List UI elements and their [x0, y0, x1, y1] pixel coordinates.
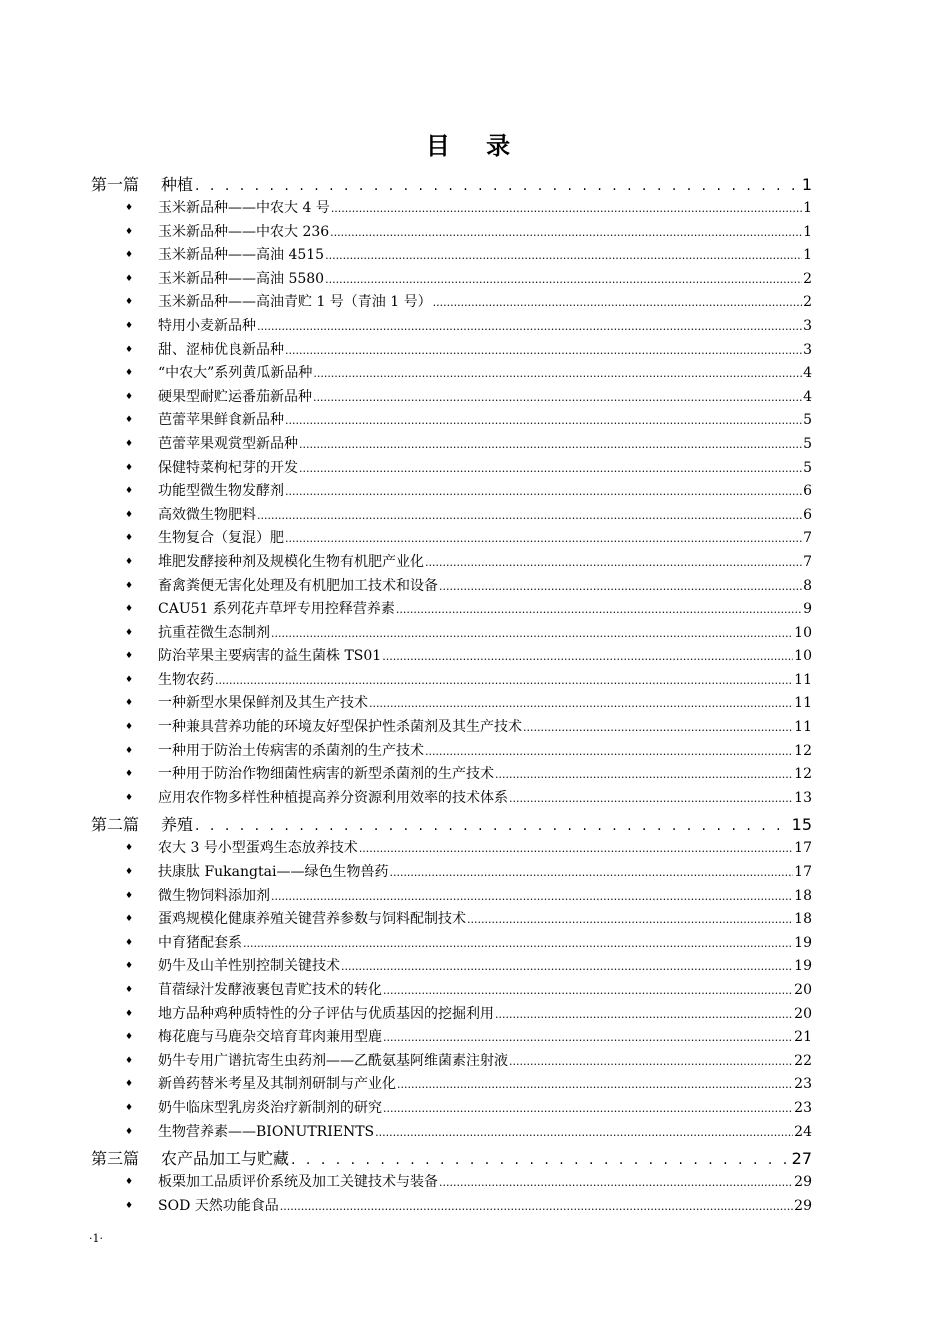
- diamond-bullet-icon: ♦: [125, 509, 134, 520]
- section-page-number: 1: [801, 175, 812, 194]
- toc-entry[interactable]: [91, 221, 812, 245]
- toc-entry[interactable]: [91, 740, 812, 764]
- entry-page-number: 10: [794, 624, 812, 641]
- dot-leader: [285, 485, 802, 498]
- entry-page-number: 17: [794, 864, 812, 881]
- entry-page-number: 6: [803, 483, 812, 500]
- entry-title: 硬果型耐贮运番茄新品种: [158, 388, 312, 405]
- dot-leader: [195, 178, 798, 194]
- entry-title: “中农大”系列黄瓜新品种: [158, 365, 313, 382]
- dot-leader: [509, 792, 793, 805]
- dot-leader: [369, 697, 793, 710]
- entry-page-number: 20: [794, 982, 812, 998]
- entry-page-number: 3: [803, 341, 812, 358]
- diamond-bullet-icon: ♦: [125, 985, 134, 995]
- entry-title: 芭蕾苹果观赏型新品种: [158, 435, 298, 452]
- toc-entry[interactable]: [91, 622, 812, 646]
- entry-page-number: 9: [803, 601, 812, 618]
- toc-entry[interactable]: [91, 1121, 812, 1145]
- section-title: 种植: [161, 175, 194, 194]
- entry-page-number: 4: [803, 365, 812, 382]
- dot-leader: [257, 509, 802, 522]
- toc-entry[interactable]: [91, 504, 812, 528]
- entry-page-number: 11: [794, 719, 812, 736]
- dot-leader: [396, 603, 802, 616]
- toc-section-heading[interactable]: [91, 812, 812, 837]
- entry-page-number: 1: [803, 200, 812, 216]
- dot-leader: [271, 627, 793, 640]
- entry-title: 玉米新品种——高油 4515: [158, 247, 325, 264]
- diamond-bullet-icon: ♦: [125, 320, 134, 331]
- page-number-footer: ·1·: [89, 1232, 103, 1245]
- entry-title: 中育猪配套系: [158, 934, 242, 951]
- dot-leader: [523, 721, 793, 734]
- entry-title: 农大 3 号小型蛋鸡生态放养技术: [158, 840, 358, 857]
- dot-leader: [389, 866, 793, 879]
- toc-entry[interactable]: [91, 1050, 812, 1074]
- entry-title: 奶牛专用广谱抗寄生虫药剂——乙酰氨基阿维菌素注射液: [158, 1052, 508, 1069]
- dot-leader: [509, 1055, 793, 1068]
- entry-title: 保健特菜枸杞芽的开发: [158, 459, 298, 476]
- entry-page-number: 18: [794, 887, 812, 904]
- toc-section-heading[interactable]: [91, 1146, 812, 1171]
- diamond-bullet-icon: ♦: [125, 1102, 134, 1113]
- entry-title: 生物农药: [158, 671, 214, 688]
- diamond-bullet-icon: ♦: [125, 226, 134, 237]
- entry-title: 畜禽粪便无害化处理及有机肥加工技术和设备: [158, 577, 438, 594]
- toc-entry[interactable]: [91, 932, 812, 956]
- diamond-bullet-icon: ♦: [125, 937, 134, 948]
- entry-page-number: 10: [794, 648, 812, 665]
- dot-leader: [291, 1152, 788, 1168]
- toc-entry[interactable]: [91, 291, 812, 315]
- entry-title: 微生物饲料添加剂: [158, 887, 270, 904]
- diamond-bullet-icon: ♦: [125, 1008, 134, 1019]
- dot-leader: [383, 1031, 793, 1044]
- entry-page-number: 18: [794, 911, 812, 928]
- dot-leader: [285, 344, 802, 357]
- entry-page-number: 12: [794, 766, 812, 783]
- entry-title: 应用农作物多样性种植提高养分资源利用效率的技术体系: [158, 789, 508, 806]
- dot-leader: [299, 438, 802, 451]
- toc-entry[interactable]: [91, 386, 812, 410]
- entry-title: 功能型微生物发酵剂: [158, 483, 284, 500]
- diamond-bullet-icon: ♦: [125, 1032, 134, 1043]
- dot-leader: [375, 1126, 793, 1139]
- dot-leader: [439, 580, 802, 593]
- entry-title: 板栗加工品质评价系统及加工关键技术与装备: [158, 1174, 438, 1191]
- entry-title: 玉米新品种——高油 5580: [158, 270, 325, 287]
- entry-title: 一种兼具营养功能的环境友好型保护性杀菌剂及其生产技术: [158, 719, 522, 736]
- entry-page-number: 2: [803, 270, 812, 287]
- entry-title: 甜、涩柿优良新品种: [158, 341, 284, 358]
- entry-page-number: 13: [794, 789, 812, 806]
- entry-page-number: 24: [794, 1123, 812, 1140]
- diamond-bullet-icon: ♦: [125, 843, 134, 854]
- toc-entry[interactable]: [91, 716, 812, 740]
- dot-leader: [433, 296, 802, 309]
- entry-page-number: 11: [794, 695, 812, 712]
- toc-entry[interactable]: [91, 244, 812, 268]
- dot-leader: [313, 391, 802, 404]
- entry-page-number: 11: [794, 671, 812, 688]
- toc-entry[interactable]: [91, 908, 812, 932]
- diamond-bullet-icon: ♦: [125, 792, 134, 803]
- diamond-bullet-icon: ♦: [125, 674, 134, 685]
- diamond-bullet-icon: ♦: [125, 438, 134, 449]
- toc-entry[interactable]: [91, 645, 812, 669]
- toc-entry[interactable]: [91, 1171, 812, 1195]
- dot-leader: [495, 1008, 793, 1021]
- entry-title: 玉米新品种——中农大 4 号: [158, 200, 330, 216]
- entry-title: 一种用于防治土传病害的杀菌剂的生产技术: [158, 742, 424, 759]
- dot-leader: [397, 1078, 793, 1091]
- entry-title: SOD 天然功能食品: [158, 1197, 279, 1214]
- diamond-bullet-icon: ♦: [125, 344, 134, 355]
- dot-leader: [331, 202, 802, 215]
- toc-entry[interactable]: [91, 575, 812, 599]
- toc-entry[interactable]: [91, 527, 812, 551]
- diamond-bullet-icon: ♦: [125, 698, 134, 709]
- dot-leader: [285, 532, 802, 545]
- diamond-bullet-icon: ♦: [125, 604, 134, 615]
- diamond-bullet-icon: ♦: [125, 722, 134, 733]
- entry-title: CAU51 系列花卉草坪专用控释营养素: [158, 601, 395, 618]
- entry-page-number: 7: [803, 553, 812, 570]
- dot-leader: [195, 818, 788, 834]
- diamond-bullet-icon: ♦: [125, 1200, 134, 1211]
- entry-page-number: 12: [794, 742, 812, 759]
- diamond-bullet-icon: ♦: [125, 914, 134, 925]
- toc-entry[interactable]: [91, 457, 812, 481]
- toc-entry[interactable]: [91, 480, 812, 504]
- entry-title: 堆肥发酵接种剂及规模化生物有机肥产业化: [158, 553, 424, 570]
- dot-leader: [285, 414, 802, 427]
- diamond-bullet-icon: ♦: [125, 890, 134, 901]
- entry-title: 一种新型水果保鲜剂及其生产技术: [158, 695, 368, 712]
- diamond-bullet-icon: ♦: [125, 580, 134, 591]
- entry-page-number: 1: [803, 247, 812, 264]
- entry-title: 特用小麦新品种: [158, 317, 256, 334]
- toc-entry[interactable]: [91, 1195, 812, 1219]
- diamond-bullet-icon: ♦: [125, 203, 134, 213]
- entry-title: 高效微生物肥料: [158, 506, 256, 523]
- entry-page-number: 19: [794, 934, 812, 951]
- entry-page-number: 6: [803, 506, 812, 523]
- entry-page-number: 4: [803, 388, 812, 405]
- diamond-bullet-icon: ♦: [125, 1079, 134, 1090]
- entry-title: 苜蓿绿汁发酵液裹包青贮技术的转化: [158, 982, 382, 998]
- dot-leader: [313, 367, 802, 380]
- entry-page-number: 3: [803, 317, 812, 334]
- toc-entry[interactable]: [91, 787, 812, 811]
- entry-page-number: 23: [794, 1076, 812, 1093]
- diamond-bullet-icon: ♦: [125, 391, 134, 402]
- diamond-bullet-icon: ♦: [125, 1177, 134, 1188]
- toc-entry[interactable]: [91, 837, 812, 861]
- dot-leader: [299, 462, 802, 475]
- entry-title: 梅花鹿与马鹿杂交培育茸肉兼用型鹿: [158, 1029, 382, 1046]
- entry-title: 新兽药替米考星及其制剂研制与产业化: [158, 1076, 396, 1093]
- toc-entry[interactable]: [91, 979, 812, 1003]
- section-title: 农产品加工与贮藏: [161, 1149, 290, 1169]
- toc-entry[interactable]: [91, 1026, 812, 1050]
- diamond-bullet-icon: ♦: [125, 250, 134, 261]
- entry-title: 扶康肽 Fukangtai——绿色生物兽药: [158, 864, 389, 881]
- entry-page-number: 2: [803, 294, 812, 311]
- diamond-bullet-icon: ♦: [125, 486, 134, 497]
- toc-entry[interactable]: [91, 362, 812, 386]
- entry-page-number: 20: [794, 1005, 812, 1022]
- toc-entry[interactable]: [91, 1073, 812, 1097]
- dot-leader: [325, 249, 802, 262]
- dot-leader: [215, 674, 793, 687]
- toc-entry[interactable]: [91, 692, 812, 716]
- dot-leader: [425, 556, 802, 569]
- diamond-bullet-icon: ♦: [125, 627, 134, 638]
- entry-page-number: 29: [794, 1197, 812, 1214]
- diamond-bullet-icon: ♦: [125, 961, 134, 972]
- entry-page-number: 1: [803, 223, 812, 240]
- dot-leader: [243, 937, 793, 950]
- section-page-number: 15: [791, 815, 812, 835]
- table-of-contents: [91, 170, 812, 1218]
- diamond-bullet-icon: ♦: [125, 368, 134, 379]
- entry-title: 生物复合（复混）肥: [158, 530, 284, 547]
- toc-entry[interactable]: [91, 409, 812, 433]
- entry-page-number: 8: [803, 577, 812, 594]
- dot-leader: [341, 960, 793, 973]
- dot-leader: [425, 745, 793, 758]
- dot-leader: [271, 890, 793, 903]
- entry-page-number: 5: [803, 435, 812, 452]
- dot-leader: [383, 984, 793, 997]
- section-prefix: 第一篇: [91, 175, 140, 194]
- section-prefix: 第三篇: [91, 1149, 140, 1169]
- section-page-number: 27: [791, 1149, 812, 1169]
- entry-page-number: 21: [794, 1029, 812, 1046]
- dot-leader: [257, 320, 802, 333]
- entry-title: 蛋鸡规模化健康养殖关键营养参数与饲料配制技术: [158, 911, 466, 928]
- toc-section-heading[interactable]: [91, 172, 812, 197]
- toc-entry[interactable]: [91, 598, 812, 622]
- entry-page-number: 19: [794, 958, 812, 975]
- dot-leader: [495, 768, 793, 781]
- dot-leader: [359, 842, 793, 855]
- toc-entry[interactable]: [91, 885, 812, 909]
- page-title: 目 录: [425, 132, 525, 160]
- section-title: 养殖: [161, 815, 194, 835]
- dot-leader: [280, 1200, 793, 1213]
- toc-entry[interactable]: [91, 197, 812, 221]
- diamond-bullet-icon: ♦: [125, 1126, 134, 1137]
- diamond-bullet-icon: ♦: [125, 745, 134, 756]
- toc-entry[interactable]: [91, 955, 812, 979]
- dot-leader: [439, 1176, 793, 1189]
- entry-title: 一种用于防治作物细菌性病害的新型杀菌剂的生产技术: [158, 766, 494, 783]
- toc-entry[interactable]: [91, 669, 812, 693]
- dot-leader: [330, 226, 802, 239]
- toc-entry[interactable]: [91, 433, 812, 457]
- entry-title: 地方品种鸡种质特性的分子评估与优质基因的挖掘利用: [158, 1005, 494, 1022]
- entry-page-number: 5: [803, 412, 812, 429]
- diamond-bullet-icon: ♦: [125, 651, 134, 662]
- toc-entry[interactable]: [91, 763, 812, 787]
- diamond-bullet-icon: ♦: [125, 297, 134, 308]
- dot-leader: [383, 1102, 793, 1115]
- diamond-bullet-icon: ♦: [125, 273, 134, 284]
- entry-title: 抗重茬微生态制剂: [158, 624, 270, 641]
- toc-entry[interactable]: [91, 551, 812, 575]
- entry-title: 防治苹果主要病害的益生菌株 TS01: [158, 648, 382, 665]
- dot-leader: [325, 273, 802, 286]
- entry-page-number: 29: [794, 1174, 812, 1191]
- entry-title: 奶牛及山羊性别控制关键技术: [158, 958, 340, 975]
- diamond-bullet-icon: ♦: [125, 1055, 134, 1066]
- entry-page-number: 7: [803, 530, 812, 547]
- toc-entry[interactable]: [91, 1097, 812, 1121]
- entry-page-number: 5: [803, 459, 812, 476]
- toc-entry[interactable]: [91, 861, 812, 885]
- diamond-bullet-icon: ♦: [125, 533, 134, 544]
- entry-title: 奶牛临床型乳房炎治疗新制剂的研究: [158, 1099, 382, 1116]
- dot-leader: [467, 913, 793, 926]
- entry-title: 玉米新品种——中农大 236: [158, 223, 330, 240]
- diamond-bullet-icon: ♦: [125, 867, 134, 878]
- toc-entry[interactable]: [91, 339, 812, 363]
- entry-page-number: 22: [794, 1052, 812, 1069]
- entry-title: 玉米新品种——高油青贮 1 号（青油 1 号）: [158, 294, 432, 311]
- entry-page-number: 17: [794, 840, 812, 857]
- section-prefix: 第二篇: [91, 815, 140, 835]
- diamond-bullet-icon: ♦: [125, 462, 134, 473]
- toc-entry[interactable]: [91, 268, 812, 292]
- diamond-bullet-icon: ♦: [125, 415, 134, 426]
- entry-page-number: 23: [794, 1099, 812, 1116]
- toc-entry[interactable]: [91, 315, 812, 339]
- toc-entry[interactable]: [91, 1003, 812, 1027]
- diamond-bullet-icon: ♦: [125, 556, 134, 567]
- dot-leader: [382, 650, 793, 663]
- diamond-bullet-icon: ♦: [125, 769, 134, 780]
- entry-title: 生物营养素——BIONUTRIENTS: [158, 1123, 375, 1140]
- entry-title: 芭蕾苹果鲜食新品种: [158, 412, 284, 429]
